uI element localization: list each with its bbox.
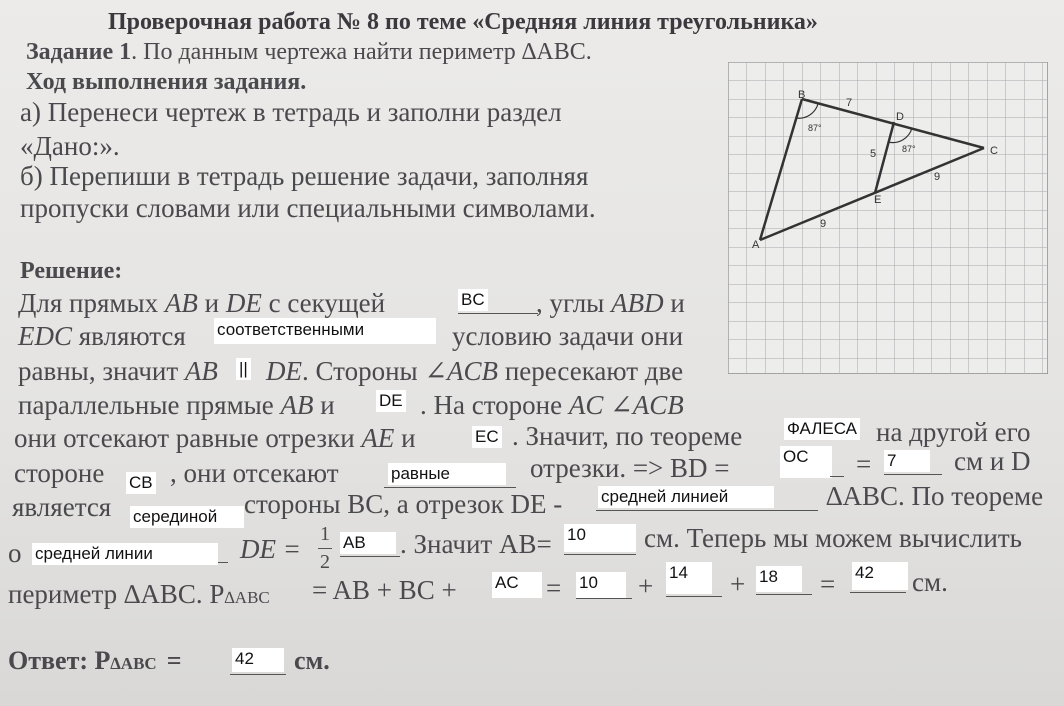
measure-angle-d: 87° <box>902 144 916 154</box>
text-fragment: параллельные прямые <box>18 390 274 420</box>
solution-line-2 <box>18 320 186 352</box>
solution-line-7-mid: стороны BC, а отрезок DE - <box>244 489 563 519</box>
solution-line-5-end: на другой его <box>876 417 1031 447</box>
blank-p2[interactable]: 14 <box>666 562 712 594</box>
solution-line-7: является <box>12 492 112 522</box>
task-text: . По данным чертежа найти периметр ∆ABC. <box>131 39 592 65</box>
blank-parallel[interactable]: || <box>236 358 251 380</box>
measure-ae: 9 <box>820 218 827 230</box>
blank-p-total[interactable]: 42 <box>852 562 908 590</box>
label-c: C <box>990 145 998 157</box>
solution-line-1 <box>18 287 385 319</box>
text-fragment: . Стороны <box>302 356 418 386</box>
answer-unit: см. <box>294 646 330 675</box>
solution-line-7-end: ∆ABC. По теореме <box>826 481 1044 511</box>
text-fragment: EDC <box>18 321 72 351</box>
blank-half-of[interactable]: AB <box>340 532 396 554</box>
text-fragment: и <box>320 390 335 420</box>
blank-secant[interactable]: BC <box>458 289 488 311</box>
task-label: Задание 1 <box>26 39 132 65</box>
solution-line-2-end: условию задачи они <box>452 321 684 351</box>
solution-line-6-eq: = <box>856 449 872 479</box>
solution-line-8-end: см. Теперь мы можем вычислить <box>644 523 1022 553</box>
text-fragment: с секущей <box>268 288 386 318</box>
blank-side-cb[interactable]: CB <box>126 472 156 494</box>
text-fragment: AB <box>164 288 198 318</box>
solution-line-8-mid: . Значит AB= <box>400 529 552 559</box>
solution-line-4 <box>18 389 335 421</box>
label-a: A <box>752 239 760 251</box>
figure-grid <box>728 62 1048 374</box>
instruction-a-line2: «Дано:». <box>20 131 120 161</box>
blank-underline <box>666 596 722 597</box>
blank-p1[interactable]: 10 <box>576 572 626 598</box>
text-fragment: равны, значит <box>18 356 179 386</box>
text-fragment: Для прямых <box>18 288 159 318</box>
blank-underline <box>576 598 632 599</box>
text-fragment: DE <box>266 356 302 386</box>
measure-angle-b: 87° <box>808 123 822 133</box>
triangle-figure <box>728 62 1048 374</box>
solution-line-3 <box>18 355 218 387</box>
text-fragment: периметр ∆ABC. P <box>8 579 225 609</box>
solution-line-9-eq1: = <box>546 573 562 603</box>
solution-line-8-de: DE = <box>240 534 301 564</box>
blank-answer[interactable]: 42 <box>232 648 284 672</box>
fraction-bar <box>318 548 332 549</box>
blank-theorem[interactable]: ФАЛЕСА <box>784 418 860 440</box>
blank-line-de[interactable]: DE <box>376 390 406 412</box>
text-fragment: AB <box>184 356 218 386</box>
text-fragment: DE <box>225 288 262 318</box>
procedure-title: Ход выполнения задания. <box>26 69 307 95</box>
blank-p3[interactable]: 18 <box>756 566 802 592</box>
instruction-b-line1: б) Перепиши в тетрадь решение задачи, заполняя <box>20 161 589 191</box>
blank-underline <box>340 556 400 557</box>
solution-heading: Решение: <box>20 258 123 284</box>
solution-line-6-mid: , они отсекают <box>170 458 339 488</box>
blank-underline <box>564 554 636 555</box>
measure-bd: 7 <box>846 97 853 109</box>
measure-ec: 9 <box>934 171 941 183</box>
text-fragment: AE <box>361 423 395 453</box>
page-title: Проверочная работа № 8 по теме «Средняя линия треугольника» <box>108 9 818 35</box>
solution-line-4-end <box>420 389 684 421</box>
solution-line-9-unit: см. <box>912 567 948 597</box>
text-fragment: пересекают две <box>504 356 684 386</box>
blank-midpoint[interactable]: серединой <box>130 506 244 528</box>
text-fragment: AB <box>280 390 314 420</box>
task-statement <box>26 36 592 68</box>
blank-angles-type[interactable]: соответственными <box>214 318 436 344</box>
text-fragment: , углы <box>536 288 605 318</box>
solution-line-8: о <box>8 538 22 568</box>
text-fragment: и <box>204 288 220 318</box>
measure-de: 5 <box>870 148 877 160</box>
blank-ac[interactable]: AC <box>492 572 542 598</box>
grid-lines <box>728 62 1048 374</box>
blank-underline <box>596 510 818 511</box>
solution-line-6-end: см и D <box>954 446 1031 476</box>
instruction-a-line1: а) Перенеси чертеж в тетрадь и заполни раздел <box>20 97 562 127</box>
blank-underline <box>756 594 812 595</box>
label-d: D <box>896 111 904 123</box>
text-fragment: ∆ABC <box>110 654 157 673</box>
blank-segment-ec[interactable]: EC <box>472 426 502 448</box>
solution-line-9-sum: = AB + BC + <box>312 575 457 605</box>
solution-line-6: стороне <box>14 458 105 488</box>
text-fragment: Ответ: P <box>8 646 111 675</box>
instruction-b-line2: пропуски словами или специальными символами. <box>20 193 596 223</box>
text-fragment: являются <box>78 321 186 351</box>
blank-bd-eq[interactable]: OC <box>780 446 832 478</box>
text-fragment: ∆ABC <box>224 588 270 607</box>
text-fragment: и <box>401 423 416 453</box>
blank-underline <box>830 476 844 477</box>
blank-bd-val[interactable]: 7 <box>884 450 930 472</box>
blank-underline <box>850 592 906 593</box>
solution-line-3-end <box>266 355 683 387</box>
fraction-numerator: 1 <box>320 523 330 545</box>
blank-midline-theorem[interactable]: средней линии <box>32 543 218 565</box>
blank-underline <box>884 474 942 475</box>
text-fragment: . На стороне <box>420 390 563 420</box>
text-fragment: и <box>670 288 685 318</box>
solution-line-1-end <box>536 287 685 319</box>
text-fragment: они отсекают равные отрезки <box>14 423 355 453</box>
label-b: B <box>798 89 806 101</box>
text-fragment: ∠ACB <box>424 356 499 386</box>
text-fragment: = <box>166 646 182 675</box>
solution-line-9-eq2: = <box>820 569 836 599</box>
solution-line-9-plus2: + <box>730 569 746 599</box>
solution-line-5 <box>14 422 416 454</box>
answer-label <box>8 645 182 680</box>
fraction-denominator: 2 <box>320 551 330 573</box>
solution-line-5-mid: . Значит, по теореме <box>512 421 743 451</box>
solution-line-6-b: отрезки. => BD = <box>530 453 730 483</box>
text-fragment: ABD <box>611 288 664 318</box>
blank-underline <box>458 313 538 314</box>
blank-equal[interactable]: равные <box>388 463 506 485</box>
blank-underline <box>230 674 286 675</box>
solution-line-9 <box>8 578 270 614</box>
label-e: E <box>874 194 882 206</box>
blank-ab-val[interactable]: 10 <box>564 524 636 552</box>
blank-midline[interactable]: средней линией <box>598 486 774 508</box>
solution-line-9-plus1: + <box>638 571 654 601</box>
text-fragment: AC ∠ACB <box>568 390 684 420</box>
